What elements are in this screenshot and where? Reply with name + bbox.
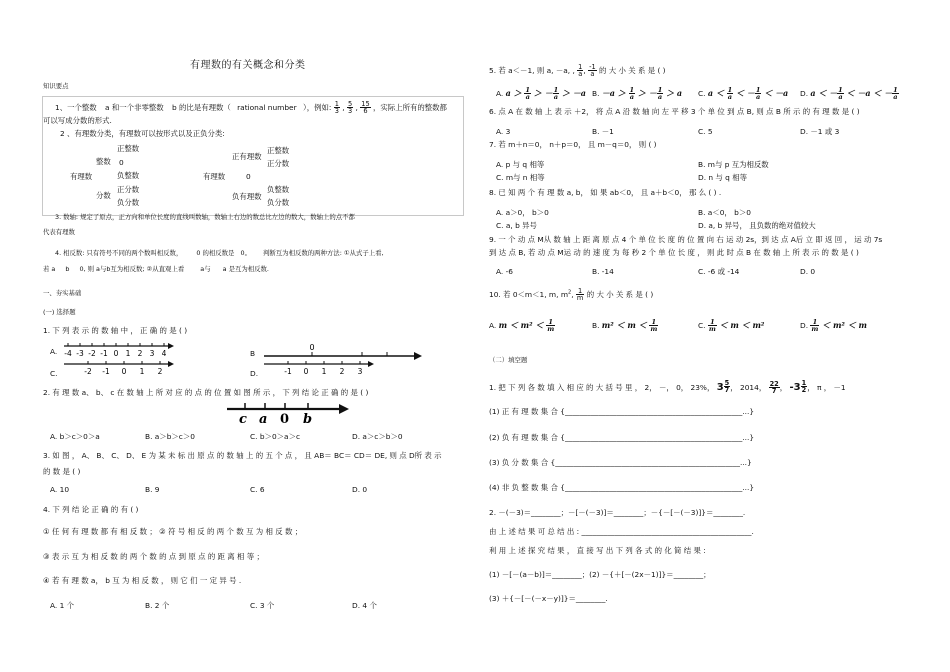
cls2-neg-item-1: 负分数 [267,198,290,207]
cls2-pos-item-0: 正整数 [267,146,290,155]
q8-option-d: D. a, b 异号， 且负数的绝对值较大 [698,221,816,230]
number-line-a-tick-label: 3 [149,349,155,358]
q3-option-a: A. 10 [50,485,70,494]
q8-option-b: B. a＜0， b＞0 [698,208,751,217]
cls1-branch-fraction: 分数 [96,191,111,200]
fraction-22-7 [769,380,780,396]
q5-fraction-0: $\frac{1}{a}$ [578,63,583,79]
kp4-line1: 4. 相反数: 只有符号不同的两个数叫相反数， 0 的相反数是 0。 判断互为相反数的两种方法: ①从式子上看, [55,249,384,257]
q8-stem: 8. 已 知 两 个 有 理 数 a, b， 如 果 ab＜0， 且 a＋b＜0， 那 么 ( ) . [489,188,722,197]
set-positive[interactable]: (1) 正 有 理 数 集 合 {________________________________________________...} [489,407,755,416]
q10-option-a: A. m ＜ m² ＜ $\frac{1}{m}$ [489,318,555,334]
q10-fraction: $\frac{1}{m}$ [576,287,584,303]
option-fraction: $\frac{1}{a}$ [629,86,635,102]
q3-option-d: D. 0 [352,485,368,494]
cls2-negative: 负有理数 [232,192,262,201]
option-fraction: $\frac{1}{a}$ [893,86,898,102]
number-line-c-tick-label: -1 [102,367,110,376]
q4-statement-1: ① 任 何 有 理 数 都 有 相 反 数 ； ② 符 号 相 反 的 两 个 数 互 为 相 反 数 ； [43,527,303,536]
kp2-text: 2 、有理数分类，有理数可以按形式以及正负分类: [60,129,225,138]
q5-option-a: A. a ＞ $\frac{1}{a}$ ＞ － $\frac{1}{a}$ ＞ －a [496,86,586,102]
number-line-d-tick-label: 2 [339,367,345,376]
option-fraction: $\frac{1}{m}$ [650,318,658,334]
cls1-frac-item-1: 负分数 [117,198,140,207]
number-line-c-tick-label: 1 [139,367,145,376]
cls1-branch-integer: 整数 [96,157,111,166]
q7-option-c: C. m与 n 相等 [496,173,545,182]
kp1-line1: 1、一个整数 a 和一个非零整数 b 的比是有理数（ rational number ），例如: $\frac{1}{3}$ , $\frac{5}{3}$ , $\frac{15}{6}$ ，实际上所有的整数都 [55,100,447,116]
q5-fraction-1: $\frac{-1}{a}$ [589,63,596,79]
q2-label-a: a [259,412,268,426]
mixed1-fraction: $\frac{5}{7}$ [724,379,730,395]
mixed-number-1: 3 $\frac{5}{7}$ [716,379,730,395]
q6-stem: 6. 点 A 在 数 轴 上 表 示 ＋2， 将 点 A 沿 数 轴 向 左 平 移 3 个 单 位 到 点 B, 则 点 B 所 示 的 有 理 数 是 ( ) [489,107,860,116]
q2-label-b: b [303,412,313,426]
number-line-a-tick-label: 4 [161,349,167,358]
q9-option-c: C. -6 或 -14 [698,267,740,276]
q5-stem: 5. 若 a＜－1, 则 a, －a, , $\frac{1}{a}$ , $\frac{-1}{a}$ 的 大 小 关 系 是 ( ) [489,63,666,79]
option-fraction: $\frac{1}{a}$ [727,86,733,102]
example-fraction-0: $\frac{1}{3}$ [334,100,339,116]
fill2-line4[interactable]: (1) －[－(a－b)]＝________；(2) －{＋[－(2x－1)]}＝________； [489,570,711,579]
q10-option-c: C. $\frac{1}{m}$ ＜ m ＜ m² [698,318,765,334]
q2-label-c: c [239,412,247,426]
q1-stem: 1. 下 列 表 示 的 数 轴 中 ， 正 确 的 是 ( ) [43,326,188,335]
q5-option-c: C. a ＜ $\frac{1}{a}$ ＜ － $\frac{1}{a}$ ＜ －a [698,86,789,102]
fill2-line5[interactable]: (3) ＋{－[－(－x－y)]}＝________. [489,594,608,603]
q9-option-b: B. -14 [592,267,614,276]
q9-stem-line1: 9. 一 个 动 点 M从 数 轴 上 距 离 原 点 4 个 单 位 长 度 的 位 置 向 右 运 动 2s，到 达 点 A后 立 即 返 回 ， 运 动 7s [489,235,883,244]
set-negative-fraction[interactable]: (3) 负 分 数 集 合 {__________________________________________________...} [489,458,752,467]
subsection-fill: （二）填空题 [489,356,528,364]
number-line-a-tick-label: -3 [76,349,84,358]
number-line-d [262,361,374,383]
option-fraction: $\frac{1}{a}$ [525,86,530,102]
q3-stem-line2: 的 数 是 ( ) [43,467,81,476]
q4-option-d: D. 4 个 [352,601,377,610]
mixed2-fraction: $\frac{1}{2}$ [801,379,807,395]
q7-option-d: D. n 与 q 相等 [698,173,747,182]
q1-option-c: C. [50,369,58,378]
number-line-d-tick-label: 1 [321,367,327,376]
q4-statement-2: ③ 表 示 互 为 相 反 数 的 两 个 数 的 点 到 原 点 的 距 离 相 等 ； [43,552,264,561]
set-nonnegative-integer[interactable]: (4) 非 负 整 数 集 合 {________________________________________________...} [489,483,755,492]
cls2-pos-item-1: 正分数 [267,159,290,168]
option-fraction: $\frac{1}{m}$ [547,318,555,334]
q2-option-c: C. b＞0＞a＞c [250,432,301,441]
number-line-d-tick-label: -1 [284,367,292,376]
number-line-a-tick-label: -1 [100,349,108,358]
q4-option-c: C. 3 个 [250,601,275,610]
q10-stem: 10. 若 0＜m＜1, m, $m^2$, $\frac{1}{m}$ 的 大 小 关 系 是 ( ) [489,287,654,303]
q1-option-b: B [250,349,256,358]
q6-option-b: B. －1 [592,127,614,136]
kp1-line2: 可以写成分数的形式. [43,116,112,125]
q2-option-d: D. a＞c＞b＞0 [352,432,403,441]
cls1-frac-item-0: 正分数 [117,185,140,194]
option-fraction: $\frac{1}{a}$ [755,86,761,102]
option-fraction: $\frac{1}{a}$ [838,86,843,102]
option-fraction: $\frac{1}{a}$ [553,86,559,102]
q6-option-c: C. 5 [698,127,713,136]
q7-stem: 7. 若 m＋n＝0， n＋p＝0， 且 m－q＝0， 则 ( ) [489,140,657,149]
q2-stem: 2. 有 理 数 a、 b、 c 在 数 轴 上 所 对 应 的 点 的 位 置 如 图 所 示 ， 下 列 结 论 正 确 的 是 ( ) [43,388,369,397]
q4-statement-3: ④ 若 有 理 数 a， b 互 为 相 反 数 ， 则 它 们 一 定 异 号 . [43,576,242,585]
q9-option-d: D. 0 [800,267,816,276]
q5-option-d: D. a ＜ － $\frac{1}{a}$ ＜ －a ＜ － $\frac{1}{a}$ [800,86,898,102]
cls1-int-item-2: 负整数 [117,171,140,180]
section-heading: 知识要点 [43,82,69,90]
q4-option-b: B. 2 个 [145,601,170,610]
q6-option-d: D. －1 或 3 [800,127,840,136]
number-line-c-tick-label: 0 [121,367,127,376]
mixed-number-2: -3 $\frac{1}{2}$ [789,379,807,395]
q5-option-b: B. －a ＞ $\frac{1}{a}$ ＞ － $\frac{1}{a}$ ＞ a [592,86,683,102]
number-line-d-tick-label: 3 [357,367,363,376]
q10-option-d: D. $\frac{1}{m}$ ＜ m² ＜ m [800,318,867,334]
option-fraction: $\frac{1}{m}$ [811,318,819,334]
cls1-int-item-0: 正整数 [117,144,140,153]
number-line-a-tick-label: 1 [125,349,131,358]
q4-option-a: A. 1 个 [50,601,75,610]
q9-option-a: A. -6 [496,267,513,276]
example-fraction-2: $\frac{15}{6}$ [361,100,370,116]
cls2-root: 有理数 [203,172,226,181]
q8-option-c: C. a, b 异号 [496,221,537,230]
cls2-zero: 0 [246,172,251,181]
section-basics: 一、夯实基础 [43,289,82,297]
fill1-stem: 1. 把 下 列 各 数 填 入 相 应 的 大 括 号 里 ， 2， －， 0， 23%， 3 $\frac{5}{7}$ ， 2014， $\frac{22}{7}$ ， -3 $\frac{1}{2}$ ， π ， －1 [489,379,846,396]
example-fraction-1: $\frac{5}{3}$ [348,100,353,116]
q10-option-b: B. m² ＜ m ＜ $\frac{1}{m}$ [592,318,658,334]
page-title: 有理数的有关概念和分类 [190,60,306,71]
q7-option-a: A. p 与 q 相等 [496,160,545,169]
set-negative[interactable]: (2) 负 有 理 数 集 合 {________________________________________________...} [489,433,755,442]
q3-option-b: B. 9 [145,485,160,494]
q9-stem-line2: 到 达 点 B, 若 动 点 M运 动 的 速 度 为 每 秒 2 个 单 位 长 度 ， 则 此 时 点 B 在 数 轴 上 所 表 示 的 数 是 ( ) [489,248,859,257]
q2-option-b: B. a＞b＞c＞0 [145,432,195,441]
number-line-a-tick-label: 0 [113,349,119,358]
q3-stem-line1: 3. 如 图 ， A、 B、 C、 D、 E 为 某 未 标 出 原 点 的 数 轴 上 的 五 个 点 ， 且 AB＝ BC＝ CD＝ DE, 则 点 D所 表 示 [43,451,442,460]
number-line-q2 [225,400,350,426]
q3-option-c: C. 6 [250,485,265,494]
q6-option-a: A. 3 [496,127,511,136]
example-fractions: $\frac{1}{3}$ , $\frac{5}{3}$ , $\frac{15}{6}$ [334,100,370,116]
q2-option-a: A. b＞c＞0＞a [50,432,100,441]
cls2-neg-item-0: 负整数 [267,185,290,194]
fill2-line3: 利 用 上 述 探 究 结 果 ， 直 接 写 出 下 列 各 式 的 化 简 结 果 : [489,546,706,555]
number-line-a-tick-label: 2 [137,349,143,358]
number-line-d-tick-label: 0 [303,367,309,376]
number-line-c-tick-label: 2 [157,367,163,376]
q7-option-b: B. m与 p 互为相反数 [698,160,769,169]
q2-label-0: 0 [280,412,290,426]
subsection-choice: (一) 选择题 [43,308,76,316]
fill2-line2[interactable]: 由 上 述 结 果 可 总 结 出 : ______________________________________________. [489,527,754,536]
kp4-line2: 若 a b 0, 则 a与b互为相反数; ②从直观上看 a与 a 是互为相反数. [43,265,269,273]
option-fraction: $\frac{1}{a}$ [657,86,663,102]
q1-option-a: A. [50,347,58,356]
number-line-a [62,338,174,360]
cls1-root: 有理数 [70,172,93,181]
cls2-positive: 正有理数 [232,152,262,161]
number-line-a-tick-label: -2 [88,349,96,358]
fraction-22-7-part: $\frac{22}{7}$ [769,380,779,396]
option-fraction: $\frac{1}{m}$ [708,318,716,334]
q1-option-d: D. [250,369,259,378]
kp3-line2: 代表有理数 [43,228,75,236]
kp3-line1: 3. 数轴: 规定了原点，正方向和单位长度的直线叫数轴，数轴上右边的数总比左边的数大，数轴上的点不都 [55,213,355,221]
number-line-a-tick-label: -4 [64,349,72,358]
number-line-c-tick-label: -2 [84,367,92,376]
q8-option-a: A. a＞0， b＞0 [496,208,549,217]
cls1-int-item-1: 0 [119,158,124,167]
number-line-c [62,361,174,383]
number-line-b-label-0: 0 [309,343,315,352]
q4-stem: 4. 下 列 结 论 正 确 的 有 ( ) [43,505,139,514]
fill2-line1[interactable]: 2. －(－3)＝________；－[－(－3)]＝________；－{－[－(－3)]}＝________. [489,508,746,517]
